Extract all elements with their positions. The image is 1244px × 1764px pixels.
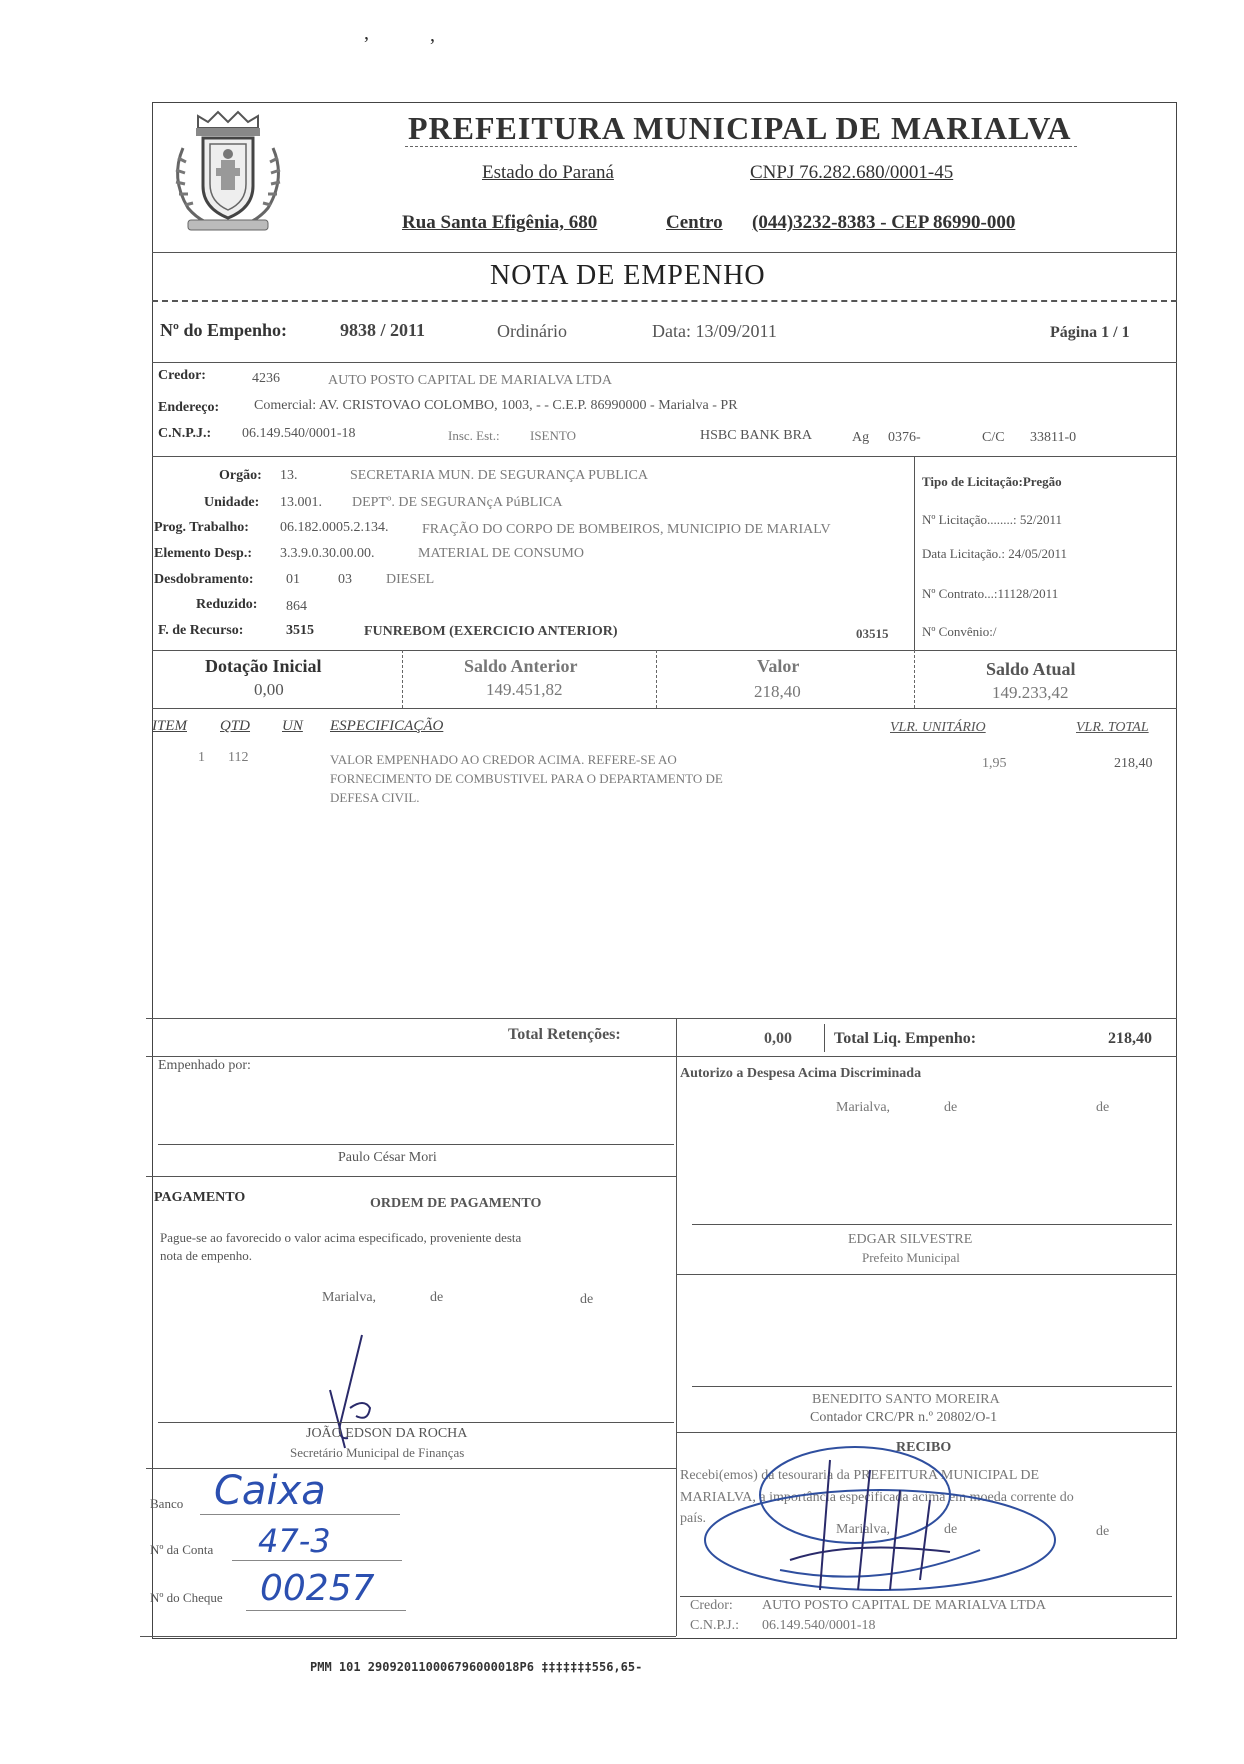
liquido-value: 218,40 (1108, 1030, 1152, 1047)
empenhado-por-label: Empenhado por: (158, 1058, 251, 1073)
address-label: Rua Santa Efigênia, 680 (402, 212, 598, 233)
recibo-city: Marialva, (836, 1522, 891, 1537)
pagamento-de: de (580, 1292, 594, 1307)
recibo-cnpj-label: C.N.P.J.: (690, 1618, 740, 1633)
recurso-name: FUNREBOM (EXERCICIO ANTERIOR) (364, 624, 618, 639)
recibo-cnpj: 06.149.540/0001-18 (762, 1618, 876, 1633)
coat-of-arms-logo (158, 108, 298, 240)
document-title: NOTA DE EMPENHO (490, 260, 766, 291)
ordem-pagamento-label: ORDEM DE PAGAMENTO (370, 1196, 542, 1211)
unidade-label: Unidade: (204, 495, 260, 510)
recibo-de: de (1096, 1524, 1110, 1539)
empenho-type: Ordinário (497, 321, 567, 341)
credor-address: Comercial: AV. CRISTOVAO COLOMBO, 1003, - - C.E.P. 86990000 - Marialva - PR (254, 398, 738, 413)
contador-name: BENEDITO SANTO MOREIRA (812, 1392, 1000, 1407)
item-spec-line: DEFESA CIVIL. (330, 790, 420, 805)
item-number: 1 (198, 750, 205, 765)
pagamento-de: de (430, 1290, 444, 1305)
desdobramento-a: 01 (286, 572, 300, 587)
document-code: PMM 101 290920110006796000018P6 ‡‡‡‡‡‡‡556,65- (310, 1660, 643, 1674)
insc-label: Insc. Est.: (448, 428, 500, 443)
saldo-anterior-label: Saldo Anterior (464, 656, 578, 676)
recibo-text: MARIALVA, a importância especificada acima em moeda corrente do (680, 1490, 1074, 1505)
pagamento-city: Marialva, (322, 1290, 377, 1305)
credor-code: 4236 (252, 371, 280, 386)
elemento-label: Elemento Desp.: (154, 546, 252, 561)
item-unit-price: 1,95 (982, 756, 1007, 771)
unidade-code: 13.001. (280, 495, 322, 510)
prog-trabalho-code: 06.182.0005.2.134. (280, 520, 389, 535)
bank-name: HSBC BANK BRA (700, 428, 813, 443)
valor-value: 218,40 (754, 682, 801, 701)
credor-label: Credor: (158, 368, 206, 383)
elemento-code: 3.3.9.0.30.00.00. (280, 546, 375, 561)
empenhado-por-name: Paulo César Mori (338, 1150, 437, 1165)
autorizo-de: de (944, 1100, 958, 1115)
dotacao-inicial-label: Dotação Inicial (205, 656, 322, 676)
secretario-name: JOÃO EDSON DA ROCHA (306, 1426, 468, 1441)
page-title: PREFEITURA MUNICIPAL DE MARIALVA (408, 110, 1072, 146)
credor-signature-stamp (680, 1440, 1140, 1610)
secretario-cargo: Secretário Municipal de Finanças (290, 1445, 465, 1460)
district-label: Centro (666, 212, 723, 233)
reduzido-label: Reduzido: (196, 597, 258, 612)
col-header-qtd: QTD (220, 718, 251, 734)
retencoes-label: Total Retenções: (508, 1026, 621, 1043)
recibo-credor-name: AUTO POSTO CAPITAL DE MARIALVA LTDA (762, 1598, 1046, 1613)
recibo-text: país. (680, 1511, 707, 1526)
account-number: 33811-0 (1030, 430, 1077, 445)
autorizo-de: de (1096, 1100, 1110, 1115)
contador-cargo: Contador CRC/PR n.º 20802/O-1 (810, 1410, 998, 1425)
item-spec-line: FORNECIMENTO DE COMBUSTIVEL PARA O DEPARTAMENTO DE (330, 771, 723, 786)
prog-trabalho-name: FRAÇÃO DO CORPO DE BOMBEIROS, MUNICIPIO DE MARIALV (422, 522, 831, 537)
autorizo-city: Marialva, (836, 1100, 891, 1115)
col-header-especificacao: ESPECIFICAÇÃO (330, 718, 444, 734)
pagamento-label: PAGAMENTO (154, 1190, 246, 1205)
liquido-label: Total Liq. Empenho: (834, 1030, 977, 1047)
credor-cnpj: 06.149.540/0001-18 (242, 426, 356, 441)
cnpj-field-label: C.N.P.J.: (158, 426, 212, 441)
orgao-code: 13. (280, 468, 298, 483)
recurso-code: 3515 (286, 623, 314, 638)
agency-label: Ag (852, 430, 870, 445)
cheque-label: Nº do Cheque (150, 1590, 223, 1605)
item-total: 218,40 (1114, 756, 1153, 771)
col-header-item: ITEM (152, 718, 187, 734)
prefeito-name: EDGAR SILVESTRE (848, 1232, 973, 1247)
state-label: Estado do Paraná (482, 162, 614, 183)
orgao-label: Orgão: (219, 468, 262, 483)
item-qtd: 112 (228, 750, 249, 765)
desdobramento-b: 03 (338, 572, 352, 587)
agency-number: 0376- (888, 430, 921, 445)
credor-name: AUTO POSTO CAPITAL DE MARIALVA LTDA (328, 373, 612, 388)
empenho-date: Data: 13/09/2011 (652, 321, 777, 341)
recurso-number: 03515 (856, 626, 889, 641)
empenho-number: 9838 / 2011 (340, 320, 426, 340)
scan-speck: , (430, 24, 435, 46)
cnpj-label: CNPJ 76.282.680/0001-45 (750, 162, 954, 183)
data-licitacao: Data Licitação.: 24/05/2011 (922, 546, 1067, 561)
recibo-title: RECIBO (896, 1440, 952, 1455)
elemento-name: MATERIAL DE CONSUMO (418, 546, 584, 561)
pagamento-text: Pague-se ao favorecido o valor acima especificado, proveniente desta (160, 1230, 522, 1245)
tipo-licitacao: Tipo de Licitação:Pregão (922, 474, 1062, 489)
conta-handwritten: 47-3 (258, 1522, 331, 1560)
col-header-total: VLR. TOTAL (1076, 720, 1149, 735)
prog-trabalho-label: Prog. Trabalho: (154, 520, 249, 535)
desdobramento-label: Desdobramento: (154, 572, 254, 587)
autorizo-label: Autorizo a Despesa Acima Discriminada (680, 1066, 922, 1081)
saldo-atual-label: Saldo Atual (986, 659, 1076, 679)
unidade-name: DEPTº. DE SEGURANçA PúBLICA (352, 495, 563, 510)
scan-speck: , (364, 22, 369, 44)
cheque-handwritten: 00257 (260, 1568, 375, 1609)
valor-label: Valor (757, 656, 800, 676)
numero-contrato: Nº Contrato...:11128/2011 (922, 586, 1059, 601)
item-spec-line: VALOR EMPENHADO AO CREDOR ACIMA. REFERE-SE AO (330, 752, 677, 767)
recibo-de: de (944, 1522, 958, 1537)
numero-convenio: Nº Convênio:/ (922, 624, 997, 639)
saldo-atual-value: 149.233,42 (992, 683, 1069, 702)
numero-licitacao: Nº Licitação........: 52/2011 (922, 512, 1063, 527)
phone-cep-label: (044)3232-8383 - CEP 86990-000 (752, 212, 1016, 233)
reduzido-value: 864 (286, 599, 307, 614)
prefeito-cargo: Prefeito Municipal (862, 1250, 960, 1265)
conta-label: Nº da Conta (150, 1542, 214, 1557)
banco-label: Banco (150, 1496, 184, 1511)
page-number: Página 1 / 1 (1050, 324, 1130, 341)
dotacao-inicial-value: 0,00 (254, 680, 284, 699)
orgao-name: SECRETARIA MUN. DE SEGURANÇA PUBLICA (350, 468, 648, 483)
banco-handwritten: Caixa (214, 1468, 326, 1514)
account-label: C/C (982, 430, 1005, 445)
recibo-text: Recebi(emos) da tesouraria da PREFEITURA MUNICIPAL DE (680, 1468, 1040, 1483)
recibo-credor-label: Credor: (690, 1598, 733, 1613)
recurso-label: F. de Recurso: (158, 623, 244, 638)
empenho-number-label: Nº do Empenho: (160, 320, 287, 340)
col-header-unitario: VLR. UNITÁRIO (890, 720, 986, 735)
saldo-anterior-value: 149.451,82 (486, 680, 563, 699)
pagamento-text: nota de empenho. (160, 1248, 253, 1263)
desdobramento-name: DIESEL (386, 572, 435, 587)
retencoes-value: 0,00 (764, 1030, 792, 1047)
endereco-label: Endereço: (158, 400, 220, 415)
insc-value: ISENTO (530, 428, 576, 443)
col-header-un: UN (282, 718, 303, 734)
